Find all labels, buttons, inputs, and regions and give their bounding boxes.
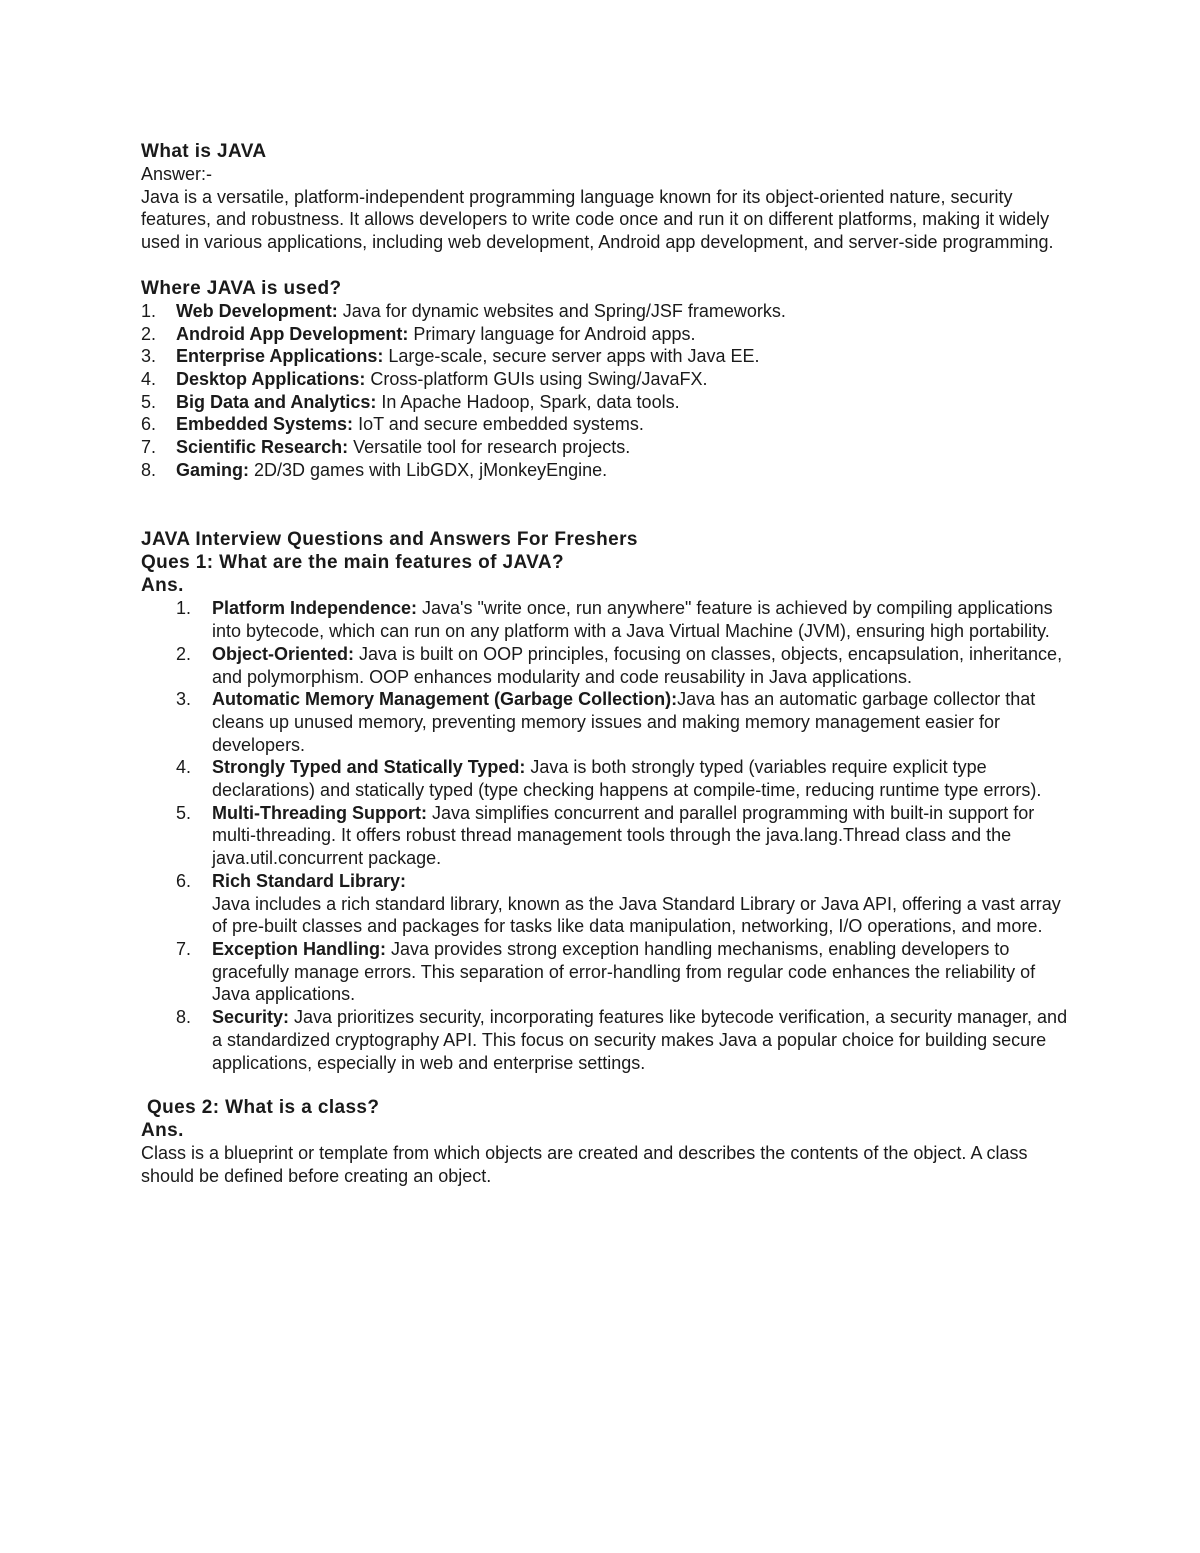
- list-desc: In Apache Hadoop, Spark, data tools.: [376, 391, 680, 412]
- list-number: 5.: [176, 802, 192, 823]
- list-number: 8.: [141, 459, 157, 480]
- list-term: Exception Handling:: [212, 938, 387, 959]
- list-item: [141, 688, 1071, 756]
- list-desc: Java's "write once, run anywhere" feature is achieved by compiling applications into bytecode, which can run on any platform with a Java Virtual Machine (JVM), ensuring high portability.: [212, 598, 1053, 642]
- question-1: Ques 1: What are the main features of JAVA?: [141, 552, 564, 574]
- list-number: 6.: [176, 870, 192, 891]
- list-desc: IoT and secure embedded systems.: [353, 414, 644, 435]
- list-term: Object-Oriented:: [212, 643, 355, 664]
- list-desc: Java is both strongly typed (variables require explicit type declarations) and statically typed (type checking happens at compile-time, reducing runtime type errors).: [212, 757, 1042, 801]
- list-item: [141, 413, 1071, 436]
- list-item: [141, 436, 1071, 459]
- answer-paragraph: Java is a versatile, platform-independent programming language known for its object-oriented nature, security features, and robustness. It allows developers to write code once and run it on different platforms, making it widely used in various applications, including web development, Android app development, and server-side programming.: [141, 186, 1054, 253]
- question-2: Ques 2: What is a class?: [147, 1097, 380, 1119]
- answer-label-1: Ans.: [141, 575, 184, 597]
- list-number: 5.: [141, 391, 157, 412]
- list-term: Multi-Threading Support:: [212, 802, 427, 823]
- list-desc: Java has an automatic garbage collector that cleans up unused memory, preventing memory issues and making memory management easier for developers.: [212, 689, 1036, 755]
- list-number: 3.: [141, 346, 157, 367]
- answer-label: Answer:-: [141, 164, 213, 184]
- features-list: [141, 597, 1071, 1074]
- list-number: 7.: [141, 437, 157, 458]
- list-desc: Java for dynamic websites and Spring/JSF frameworks.: [337, 300, 786, 321]
- list-number: 3.: [176, 689, 192, 710]
- list-number: 2.: [176, 643, 192, 664]
- heading-where-java-used: Where JAVA is used?: [141, 277, 342, 299]
- heading-what-is-java: What is JAVA: [141, 141, 267, 162]
- list-term: Gaming:: [176, 459, 250, 480]
- class-answer-paragraph: Class is a blueprint or template from which objects are created and describes the contents of the object. A class should be defined before creating an object.: [141, 1143, 1028, 1186]
- list-term: Enterprise Applications:: [176, 346, 384, 367]
- list-item: [141, 368, 1071, 391]
- list-item: [141, 1006, 1071, 1074]
- list-item: [141, 802, 1071, 870]
- list-desc: Versatile tool for research projects.: [348, 437, 631, 458]
- list-desc: Java simplifies concurrent and parallel programming with built-in support for multi-threading. It offers robust thread management tools through the java.lang.Thread class and the java.util.concurrent package.: [212, 802, 1035, 869]
- list-number: 4.: [141, 368, 157, 389]
- list-desc: Java prioritizes security, incorporating features like bytecode verification, a security manager, and a standardized cryptography API. This focus on security makes Java a popular choice for building secure applications, especially in web and enterprise settings.: [212, 1007, 1068, 1073]
- list-item: [141, 597, 1071, 642]
- list-number: 1.: [141, 300, 157, 321]
- list-term: Automatic Memory Management (Garbage Collection):: [212, 689, 678, 710]
- list-item: [141, 300, 1071, 323]
- list-term: Desktop Applications:: [176, 368, 366, 389]
- list-desc: Java provides strong exception handling mechanisms, enabling developers to gracefully manage errors. This separation of error-handling from regular code enhances the reliability of Java applications.: [212, 938, 1036, 1005]
- list-term: Rich Standard Library:: [212, 870, 407, 891]
- document-page: [141, 140, 1071, 1188]
- answer-label-2: Ans.: [141, 1120, 184, 1142]
- list-item: [141, 643, 1071, 688]
- list-number: 7.: [176, 938, 192, 959]
- list-number: 4.: [176, 757, 192, 778]
- list-term: Security:: [212, 1007, 290, 1028]
- list-desc: Primary language for Android apps.: [408, 323, 696, 344]
- list-term: Android App Development:: [176, 323, 409, 344]
- list-item: [141, 391, 1071, 414]
- list-item: [141, 870, 1071, 938]
- list-desc: 2D/3D games with LibGDX, jMonkeyEngine.: [249, 459, 608, 480]
- list-number: 2.: [141, 323, 157, 344]
- list-desc: Java is built on OOP principles, focusing on classes, objects, encapsulation, inheritance, and polymorphism. OOP enhances modularity and code reusability in Java applications.: [212, 643, 1063, 687]
- list-item: [141, 323, 1071, 346]
- list-desc: Java includes a rich standard library, known as the Java Standard Library or Java API, offering a vast array of pre-built classes and packages for tasks like data manipulation, networking, I/O operations, and more.: [212, 893, 1061, 937]
- list-term: Big Data and Analytics:: [176, 391, 377, 412]
- list-number: 8.: [176, 1007, 192, 1028]
- list-number: 6.: [141, 414, 157, 435]
- list-term: Web Development:: [176, 300, 338, 321]
- list-term: Platform Independence:: [212, 598, 418, 619]
- heading-interview-questions: JAVA Interview Questions and Answers For Freshers: [141, 529, 638, 551]
- list-desc: Large-scale, secure server apps with Java EE.: [383, 346, 760, 367]
- list-item: [141, 756, 1071, 801]
- list-item: [141, 345, 1071, 368]
- list-term: Scientific Research:: [176, 437, 349, 458]
- list-term: Embedded Systems:: [176, 414, 354, 435]
- list-item: [141, 938, 1071, 1006]
- uses-list: [141, 300, 1071, 482]
- list-item: [141, 459, 1071, 482]
- list-number: 1.: [176, 598, 192, 619]
- list-desc: Cross-platform GUIs using Swing/JavaFX.: [365, 368, 708, 389]
- list-term: Strongly Typed and Statically Typed:: [212, 757, 526, 778]
